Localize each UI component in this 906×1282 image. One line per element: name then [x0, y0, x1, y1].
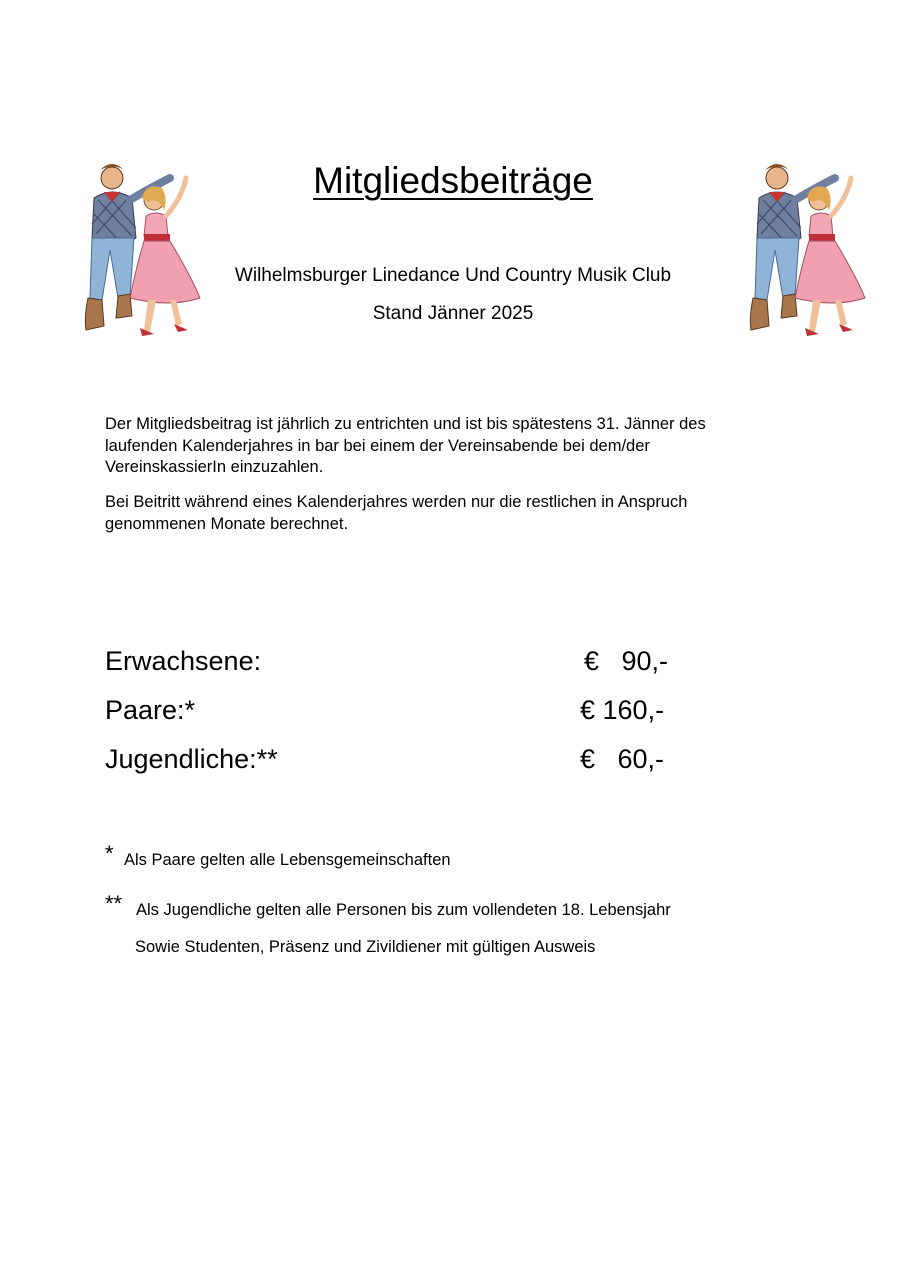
fee-price-couples: € 160,-	[580, 695, 665, 725]
footnote-single-star: *	[105, 841, 114, 866]
fee-label-adults: Erwachsene:	[105, 646, 262, 676]
intro-line: laufenden Kalenderjahres in bar bei einem der Vereinsabende bei dem/der	[105, 436, 650, 455]
intro-paragraph-1	[105, 414, 785, 479]
fee-label-couples: Paare:*	[105, 695, 196, 725]
footnote-couples-text: Als Paare gelten alle Lebensgemeinschaften	[124, 851, 451, 869]
status-date: Stand Jänner 2025	[372, 303, 534, 324]
footnote-youth-text: Als Jugendliche gelten alle Personen bis zum vollendeten 18. Lebensjahr	[136, 901, 671, 919]
fee-label-youth: Jugendliche:**	[105, 744, 278, 774]
intro-paragraph-2	[105, 492, 785, 535]
intro-line: VereinskassierIn einzuzahlen.	[105, 458, 324, 476]
intro-line: genommenen Monate berechnet.	[105, 514, 349, 533]
fee-price-youth: € 60,-	[580, 744, 665, 774]
club-name: Wilhelmsburger Linedance Und Country Musik Club	[234, 265, 672, 286]
page-title: Mitgliedsbeiträge	[313, 160, 593, 201]
footnote-double-star: **	[105, 891, 123, 916]
footnote-youth-text-cont: Sowie Studenten, Präsenz und Zivildiener mit gültigen Ausweis	[135, 938, 596, 956]
fee-price-adults: € 90,-	[584, 646, 669, 676]
intro-line: Der Mitgliedsbeitrag ist jährlich zu entrichten und ist bis spätestens 31. Jänner des	[105, 415, 706, 433]
intro-line: Bei Beitritt während eines Kalenderjahres werden nur die restlichen in Anspruch	[105, 493, 688, 511]
